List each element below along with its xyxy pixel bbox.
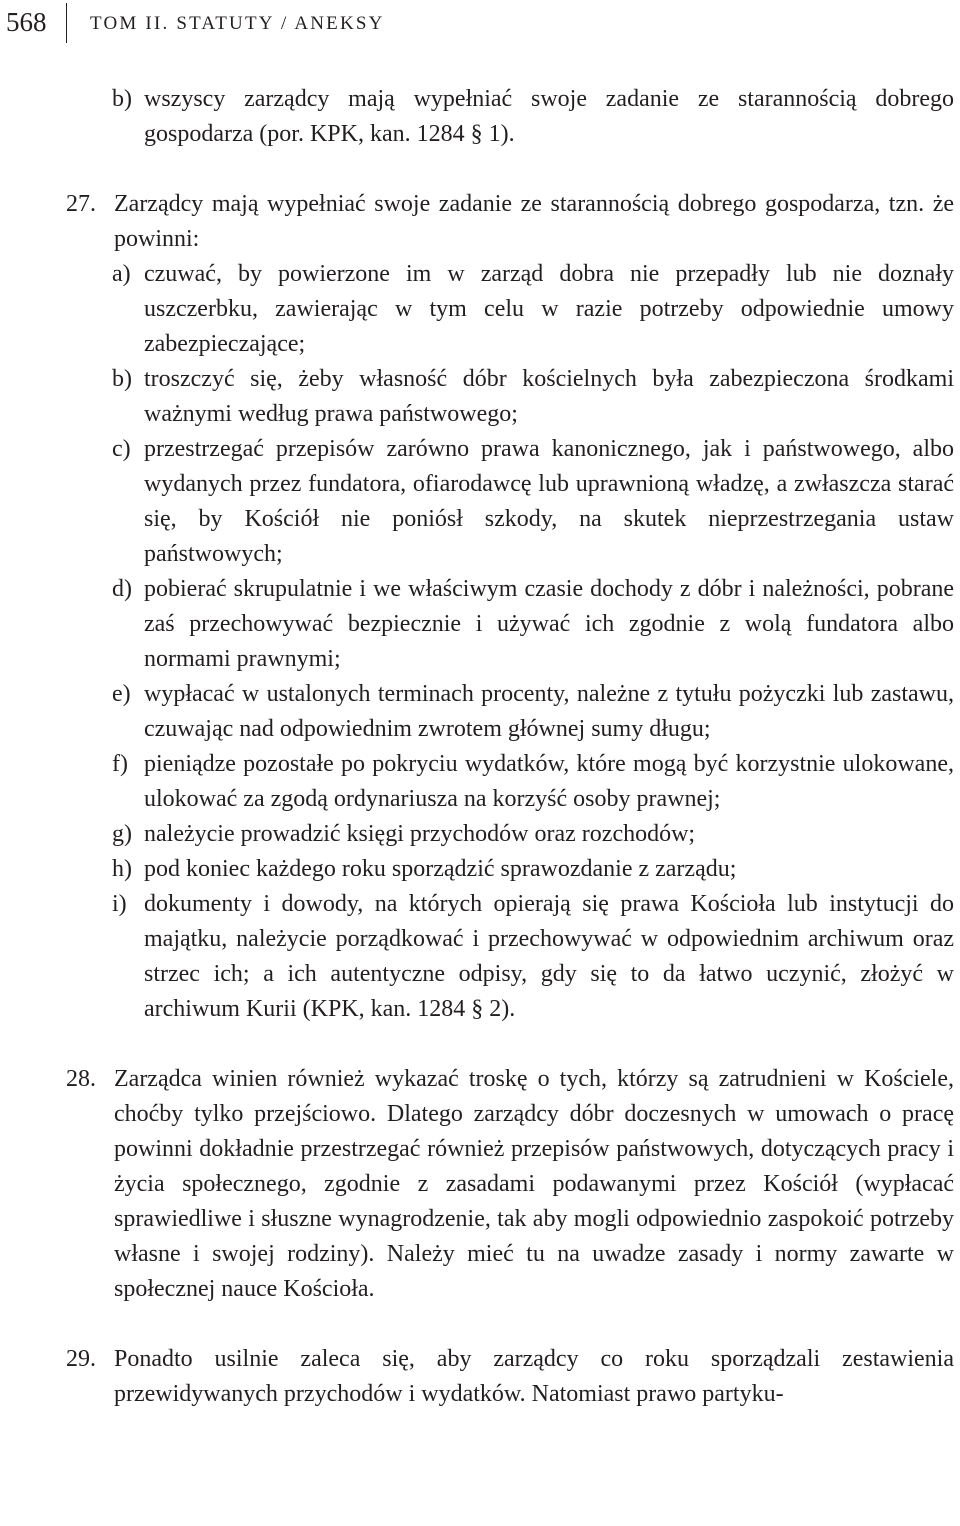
list-item-text: pieniądze pozostałe po pokryciu wydatków, które mogą być korzystnie ulokowane, ulokować za zgodą ordynariusza na korzyść osoby prawnej;: [144, 751, 954, 812]
list-item-text: wszyscy zarządcy mają wypełniać swoje zadanie ze starannością dobrego gospodarza (por. KPK, kan. 1284 § 1).: [144, 86, 954, 147]
list-item-text: troszczyć się, żeby własność dóbr kościelnych była zabezpieczona środkami ważnymi według prawa państwowego;: [144, 366, 954, 427]
section-text: Ponadto usilnie zaleca się, aby zarządcy co roku sporządzali zestawienia przewidywanych przychodów i wydatków. Natomiast prawo partyku-: [114, 1346, 954, 1407]
list-marker: b): [112, 86, 132, 112]
section-28: [0, 1062, 960, 1307]
list-marker: b): [112, 366, 132, 392]
page-number: 568: [6, 7, 47, 37]
section-number: 29.: [66, 1346, 96, 1372]
list-item-text: pobierać skrupulatnie i we właściwym czasie dochody z dóbr i należności, pobrane zaś przechowywać bezpiecznie i używać ich zgodnie z wolą fundatora albo normami prawnymi;: [144, 576, 954, 672]
list-item-text: pod koniec każdego roku sporządzić sprawozdanie z zarządu;: [144, 856, 737, 882]
list-marker: a): [112, 261, 131, 287]
list-item-i: [0, 887, 960, 1027]
list-item-g: [0, 817, 960, 852]
page-body: [0, 82, 960, 1412]
list-item-b: [0, 362, 960, 432]
list-item-e: [0, 677, 960, 747]
section-text: Zarządcy mają wypełniać swoje zadanie ze starannością dobrego gospodarza, tzn. że powinni:: [114, 191, 954, 252]
list-item-text: przestrzegać przepisów zarówno prawa kanonicznego, jak i państwowego, albo wydanych przez fundatora, ofiarodawcę lub uprawnioną władzę, a zwłaszcza starać się, by Kościół nie poniósł szkody, na skutek nieprzestrzegania ustaw państwowych;: [144, 436, 954, 567]
list-item-text: należycie prowadzić księgi przychodów oraz rozchodów;: [144, 821, 696, 847]
list-item-b-top: [0, 82, 960, 152]
header-divider: [66, 3, 67, 43]
section-number: 27.: [66, 191, 96, 217]
running-head: TOM II. STATUTY / ANEKSY: [90, 13, 385, 34]
list-marker: d): [112, 576, 132, 602]
list-item-text: dokumenty i dowody, na których opierają się prawa Kościoła lub instytucji do majątku, należycie porządkować i przechowywać w odpowiednim archiwum oraz strzec ich; a ich autentyczne odpisy, gdy się to da łatwo uczynić, złożyć w archiwum Kurii (KPK, kan. 1284 § 2).: [144, 891, 954, 1022]
list-item-text: czuwać, by powierzone im w zarząd dobra nie przepadły lub nie doznały uszczerbku, zawierając w tym celu w razie potrzeby odpowiednie umowy zabezpieczające;: [144, 261, 954, 357]
list-item-d: [0, 572, 960, 677]
section-27-intro: [0, 187, 960, 257]
list-marker: h): [112, 856, 132, 882]
list-item-h: [0, 852, 960, 887]
list-item-f: [0, 747, 960, 817]
list-marker: g): [112, 821, 132, 847]
list-marker: i): [112, 891, 127, 917]
list-marker: e): [112, 681, 131, 707]
list-item-a: [0, 257, 960, 362]
list-item-c: [0, 432, 960, 572]
page-header: [0, 0, 960, 48]
section-text: Zarządca winien również wykazać troskę o tych, którzy są zatrudnieni w Kościele, choćby tylko przejściowo. Dlatego zarządcy dóbr doczesnych w umowach o pracę powinni dokładnie przestrzegać również przepisów państwowych, dotyczących pracy i życia społecznego, zgodnie z zasadami podawanymi przez Kościół (wypłacać sprawiedliwe i słuszne wynagrodzenie, tak aby mogli odpowiednio zaspokoić potrzeby własne i swojej rodziny). Należy mieć tu na uwadze zasady i normy zawarte w społecznej nauce Kościoła.: [114, 1066, 954, 1302]
list-item-text: wypłacać w ustalonych terminach procenty, należne z tytułu pożyczki lub zastawu, czuwając nad odpowiednim zwrotem głównej sumy długu;: [144, 681, 954, 742]
section-29: [0, 1342, 960, 1412]
list-marker: f): [112, 751, 128, 777]
list-marker: c): [112, 436, 131, 462]
section-number: 28.: [66, 1066, 96, 1092]
